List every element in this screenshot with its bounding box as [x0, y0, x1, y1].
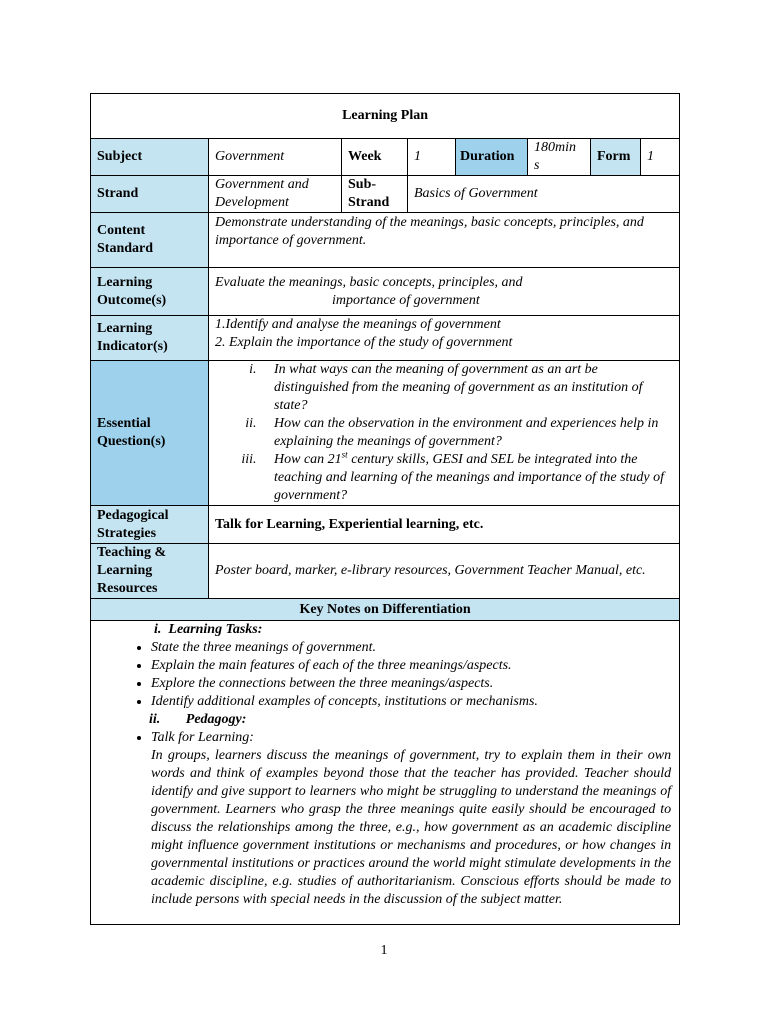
learning-indicator-label-line1: Learning [97, 321, 153, 336]
essential-questions-label-line1: Essential [97, 416, 151, 431]
learning-task-item: • Identify additional examples of concepts, institutions or mechanisms. [151, 693, 671, 711]
pedagogy-number: ii. [149, 712, 161, 727]
pedagogy-item: • Talk for Learning: [151, 729, 671, 747]
key-notes-heading: Key Notes on Differentiation [91, 599, 680, 621]
duration-value-line1: 180min [534, 140, 576, 155]
learning-indicator-value [209, 316, 680, 361]
form-value: 1 [641, 139, 680, 176]
learning-outcome-value-line2: importance of government [332, 292, 480, 308]
pedagogy-title: Pedagogy: [185, 712, 247, 727]
essential-question-3-sup: st [341, 449, 348, 460]
essential-question-3-pre: How can 21 [274, 452, 342, 467]
differentiation-notes [91, 621, 680, 925]
learning-outcome-value-line1: Evaluate the meanings, basic concepts, principles, and [215, 274, 523, 290]
essential-questions-list [215, 361, 673, 505]
content-standard-label [91, 213, 209, 268]
learning-tasks-list [99, 639, 671, 711]
pedagogical-strategies-label-line1: Pedagogical [97, 507, 169, 523]
pedagogy-paragraph: In groups, learners discuss the meanings of government, try to explain them in their own words and think of examples beyond those that the teacher has provided. Teacher should identify and give support to learners who might be struggling to understand the meanings of government. Learners who grasp the three meanings quite easily should be encouraged to discuss the relationships among the three, e.g., how government as an academic discipline might influence government institutions or mechanisms and procedures, or how changes in governmental institutions or practices around the world might stimulate developments in the academic discipline, e.g. studies of authoritarianism. Conscious efforts should be made to include persons with special needs in the discussion of the subject matter. [151, 748, 672, 907]
page-title: Learning Plan [91, 94, 680, 139]
learning-task-item: • Explain the main features of each of the three meanings/aspects. [151, 657, 671, 675]
essential-question-3-post: century skills, GESI and SEL be integrated into the teaching and learning of the meanings and importance of the study of government? [274, 452, 665, 503]
learning-indicator-label-line2: Indicator(s) [97, 339, 168, 354]
learning-outcome-value [209, 268, 680, 316]
pedagogical-strategies-label-line2: Strategies [97, 525, 157, 541]
learning-plan-table [90, 93, 680, 925]
content-standard-value: Demonstrate understanding of the meanings, basic concepts, principles, and importance of government. [209, 213, 680, 268]
learning-indicator-label [91, 316, 209, 361]
week-value: 1 [408, 139, 456, 176]
essential-questions-label [91, 361, 209, 506]
week-label: Week [342, 139, 408, 176]
learning-outcome-label-line1: Learning [97, 274, 153, 290]
resources-label-line3: Resources [97, 581, 158, 596]
learning-tasks-heading [99, 621, 671, 639]
learning-task-item: • Explore the connections between the three meanings/aspects. [151, 675, 671, 693]
pedagogical-strategies-label [91, 506, 209, 544]
essential-question: ii. How can the observation in the environment and experiences help in explaining the meanings of government? [260, 415, 673, 451]
strand-value [209, 176, 342, 213]
learning-tasks-number: i. [154, 622, 162, 637]
duration-value-line2: s [534, 158, 540, 173]
resources-value: Poster board, marker, e-library resources, Government Teacher Manual, etc. [209, 544, 680, 599]
page-number: 1 [380, 943, 388, 958]
sub-strand-label-line2: Strand [348, 195, 390, 210]
resources-label-line2: Learning [97, 563, 153, 578]
sub-strand-value: Basics of Government [408, 176, 680, 213]
content-standard-label-line1: Content [97, 223, 146, 238]
learning-indicator-item: 1.Identify and analyse the meanings of government [215, 317, 501, 332]
learning-tasks-title: Learning Tasks: [168, 622, 263, 637]
subject-value: Government [209, 139, 342, 176]
strand-value-line1: Government and [215, 177, 309, 192]
subject-label: Subject [91, 139, 209, 176]
essential-questions-value [209, 361, 680, 506]
duration-value [528, 139, 591, 176]
pedagogy-list [99, 729, 671, 747]
pedagogy-heading [99, 711, 671, 729]
strand-value-line2: Development [215, 195, 289, 210]
strand-label: Strand [91, 176, 209, 213]
pedagogical-strategies-value: Talk for Learning, Experiential learning, etc. [209, 506, 680, 544]
sub-strand-label [342, 176, 408, 213]
learning-task-item: • State the three meanings of government. [151, 639, 671, 657]
form-label: Form [591, 139, 641, 176]
essential-questions-label-line2: Question(s) [97, 434, 166, 449]
resources-label-line1: Teaching & [97, 545, 167, 560]
learning-outcome-label [91, 268, 209, 316]
duration-label: Duration [456, 139, 528, 176]
essential-question: i. In what ways can the meaning of government as an art be distinguished from the meaning of government as an institution of state? [260, 361, 673, 415]
sub-strand-label-line1: Sub- [348, 177, 377, 192]
content-standard-label-line2: Standard [97, 241, 154, 256]
learning-outcome-label-line2: Outcome(s) [97, 292, 167, 308]
essential-question [260, 451, 673, 505]
resources-label [91, 544, 209, 599]
learning-indicator-item: 2. Explain the importance of the study of government [215, 335, 513, 350]
